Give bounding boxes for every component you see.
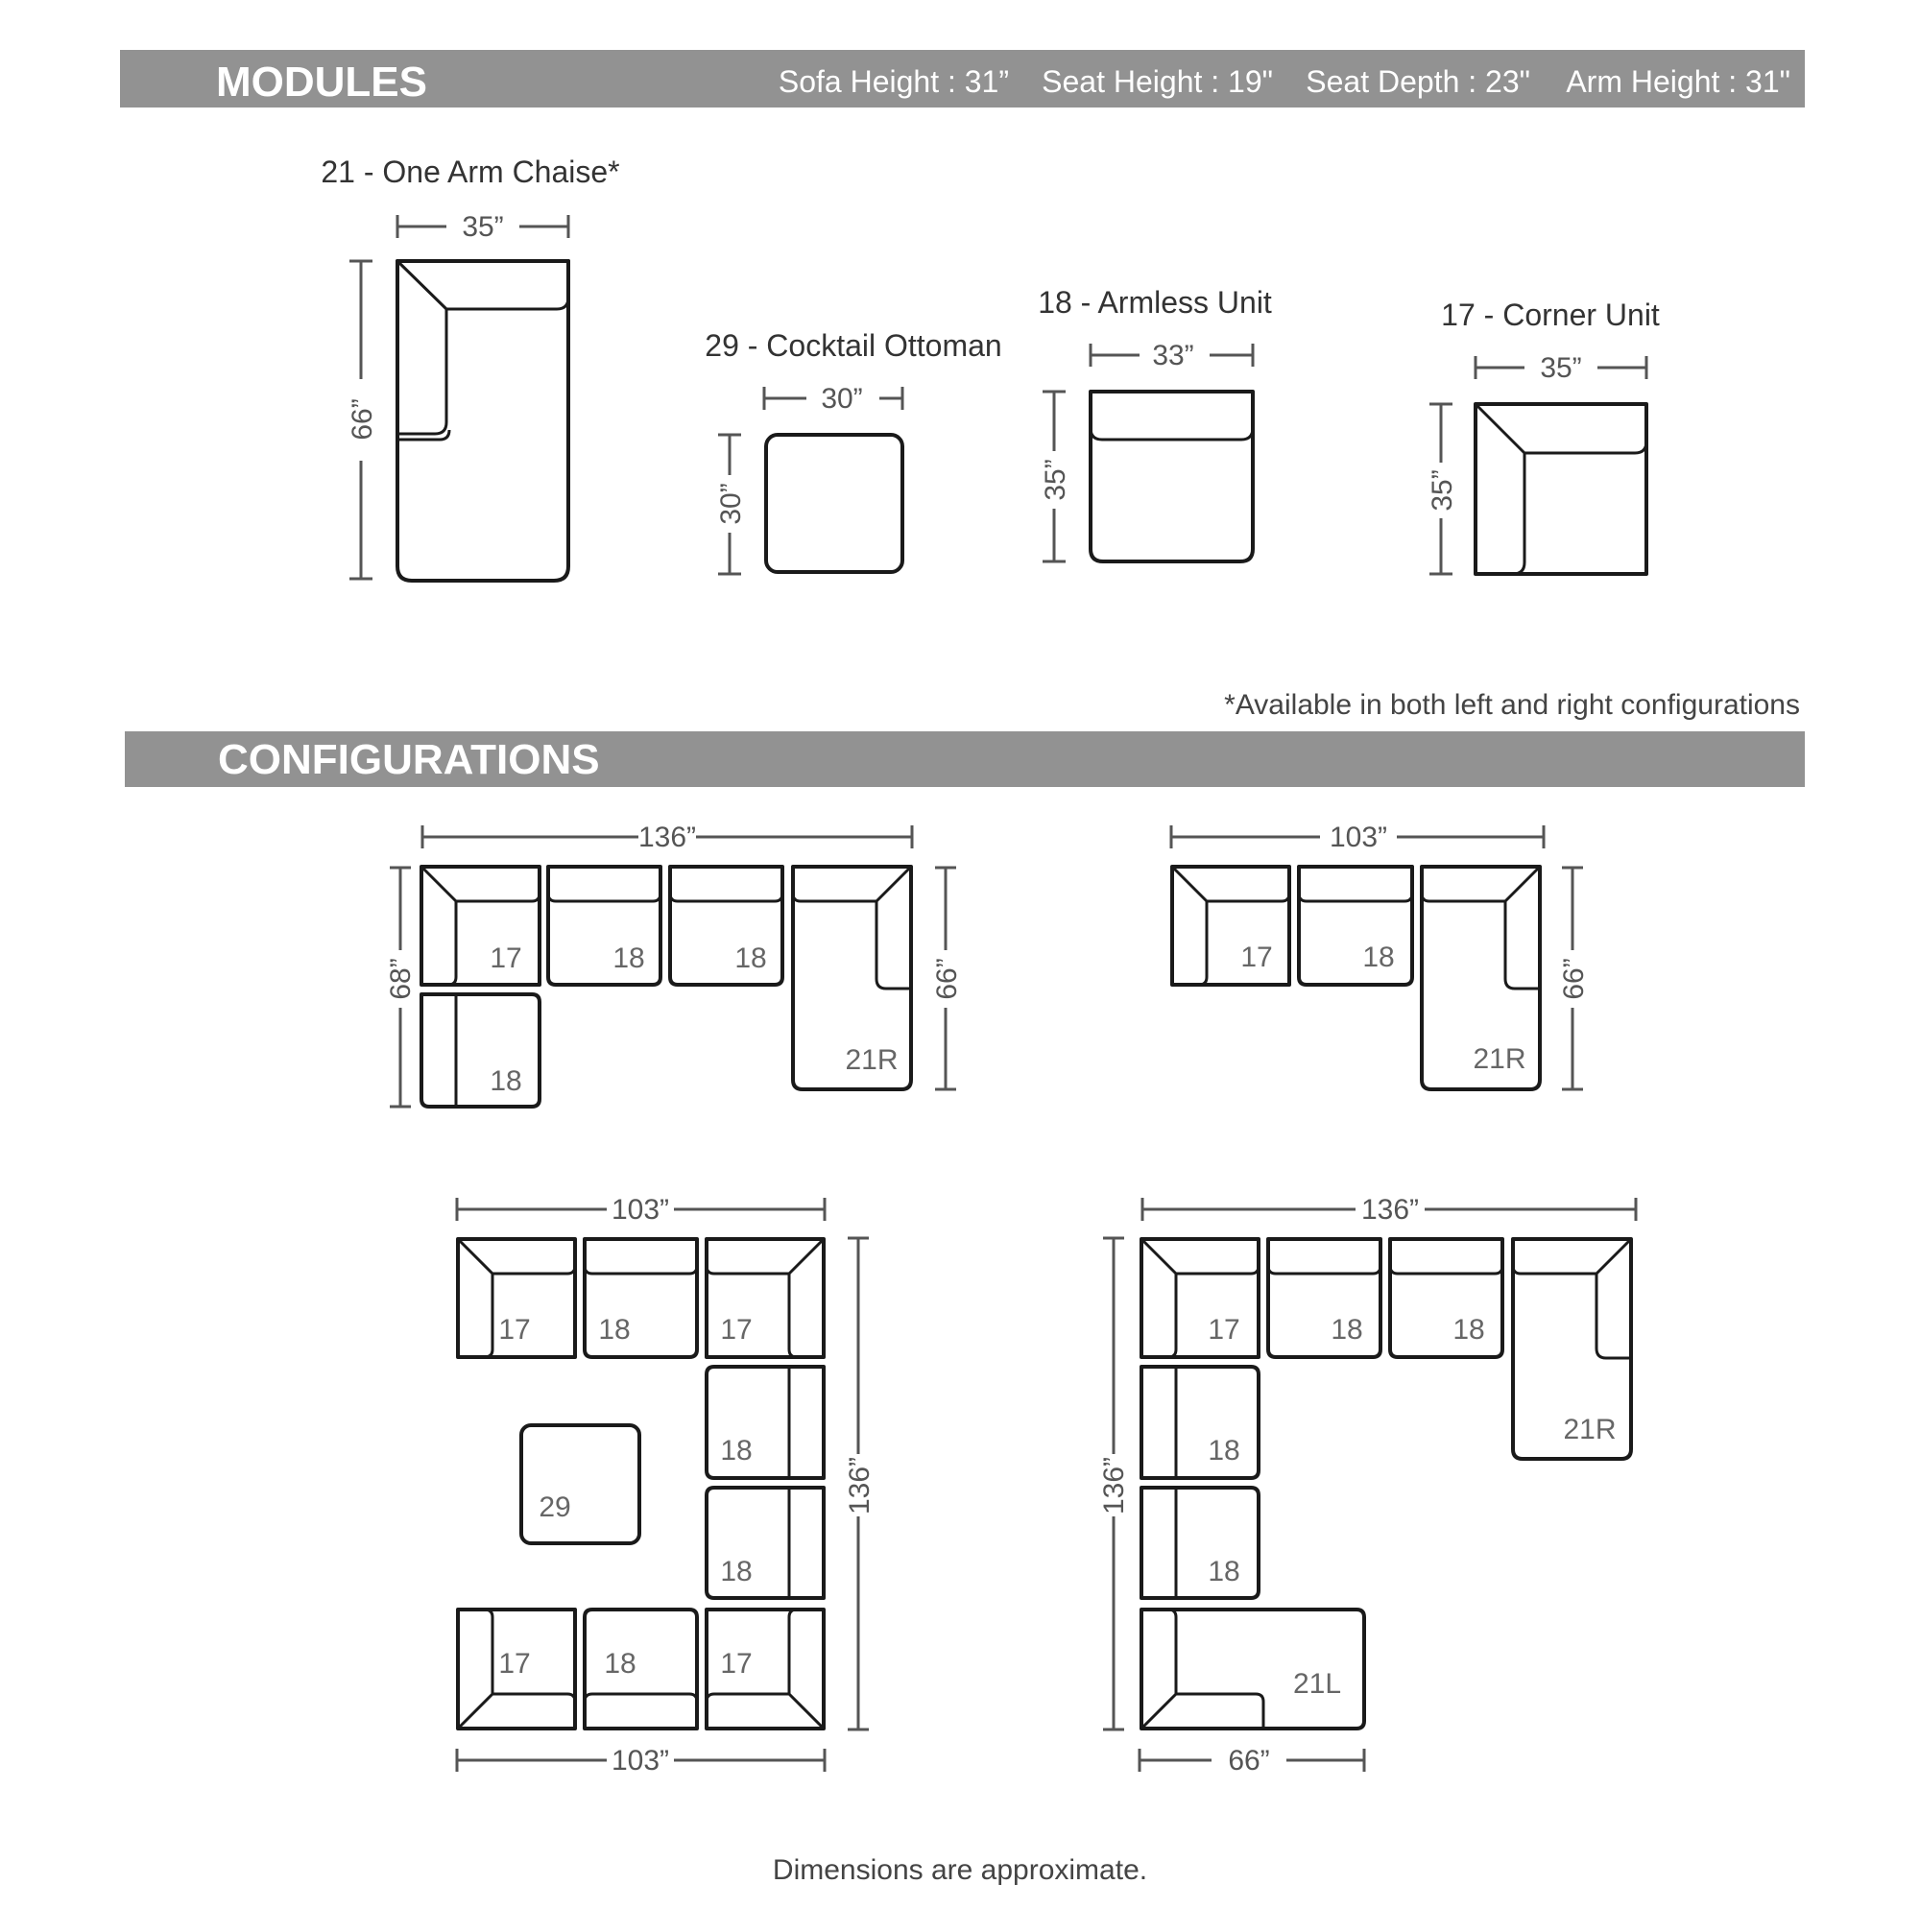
- config4-unit-17: 17: [1208, 1314, 1240, 1346]
- config2-right-depth: 66”: [1558, 958, 1590, 1000]
- config4-unit-18a: 18: [1331, 1314, 1363, 1346]
- module-armless-label: 18 - Armless Unit: [1038, 285, 1272, 320]
- module-chaise-depth: 66”: [347, 398, 378, 441]
- module-ottoman-depth: 30”: [715, 483, 747, 525]
- availability-note: *Available in both left and right configurations: [1224, 689, 1800, 721]
- modules-banner: [120, 50, 1805, 107]
- config3-unit-18-top: 18: [598, 1314, 631, 1346]
- config3-unit-18-bottom: 18: [604, 1648, 636, 1680]
- module-armless: [1038, 285, 1272, 561]
- configuration-4: [1098, 1194, 1636, 1777]
- module-chaise-label: 21 - One Arm Chaise*: [321, 155, 620, 189]
- module-armless-depth: 35”: [1040, 459, 1071, 501]
- config3-unit-17-br: 17: [720, 1648, 753, 1680]
- module-corner: [1427, 298, 1660, 574]
- config3-unit-17-tr: 17: [720, 1314, 753, 1346]
- module-chaise-width: 35”: [462, 211, 504, 243]
- config1-unit-21r: 21R: [845, 1044, 899, 1076]
- configurations-banner: [125, 731, 1805, 787]
- config3-bottom-width: 103”: [611, 1745, 670, 1777]
- module-corner-depth: 35”: [1427, 469, 1458, 512]
- config2-unit-17: 17: [1240, 942, 1273, 973]
- config4-width: 136”: [1360, 1194, 1420, 1226]
- config1-unit-18a: 18: [612, 942, 645, 974]
- config1-unit-17: 17: [490, 942, 522, 974]
- spec-seat-height: Seat Height : 19": [1042, 64, 1273, 99]
- config2-unit-18: 18: [1362, 942, 1395, 973]
- module-ottoman-label: 29 - Cocktail Ottoman: [705, 328, 1002, 363]
- module-corner-label: 17 - Corner Unit: [1441, 298, 1660, 332]
- config4-unit-18c: 18: [1208, 1435, 1240, 1467]
- spec-sofa-height: Sofa Height : 31”: [778, 64, 1009, 99]
- config4-unit-18d: 18: [1208, 1556, 1240, 1587]
- spec-seat-depth: Seat Depth : 23": [1306, 64, 1530, 99]
- configuration-3: [457, 1194, 876, 1777]
- module-chaise: [321, 155, 619, 581]
- config3-unit-18-r2: 18: [720, 1556, 753, 1587]
- config2-width: 103”: [1329, 822, 1388, 853]
- configuration-1: [385, 822, 963, 1107]
- config3-unit-17-bl: 17: [498, 1648, 531, 1680]
- config1-right-depth: 66”: [931, 958, 963, 1000]
- configuration-2: [1171, 822, 1590, 1089]
- config2-unit-21r: 21R: [1473, 1043, 1526, 1075]
- modules-title: MODULES: [216, 59, 427, 106]
- config3-top-width: 103”: [611, 1194, 670, 1226]
- module-ottoman: [705, 328, 1001, 574]
- config3-unit-17-tl: 17: [498, 1314, 531, 1346]
- module-ottoman-width: 30”: [821, 383, 863, 415]
- config4-depth: 136”: [1098, 1456, 1130, 1515]
- config1-width: 136”: [637, 822, 697, 853]
- config3-unit-29: 29: [539, 1491, 571, 1523]
- config1-unit-18b: 18: [734, 942, 767, 974]
- config4-bottom-width: 66”: [1228, 1745, 1270, 1777]
- spec-arm-height: Arm Height : 31": [1566, 64, 1790, 99]
- config4-unit-21r: 21R: [1563, 1414, 1617, 1445]
- module-armless-width: 33”: [1152, 340, 1194, 371]
- config4-unit-21l: 21L: [1292, 1668, 1342, 1700]
- config4-unit-18b: 18: [1452, 1314, 1485, 1346]
- configurations-title: CONFIGURATIONS: [218, 736, 600, 783]
- footer-note: Dimensions are approximate.: [772, 1854, 1148, 1886]
- config1-left-depth: 68”: [385, 958, 417, 1000]
- config3-unit-18-r1: 18: [720, 1435, 753, 1467]
- config1-unit-18c: 18: [490, 1065, 522, 1097]
- config3-depth: 136”: [844, 1456, 876, 1515]
- module-corner-width: 35”: [1540, 352, 1582, 384]
